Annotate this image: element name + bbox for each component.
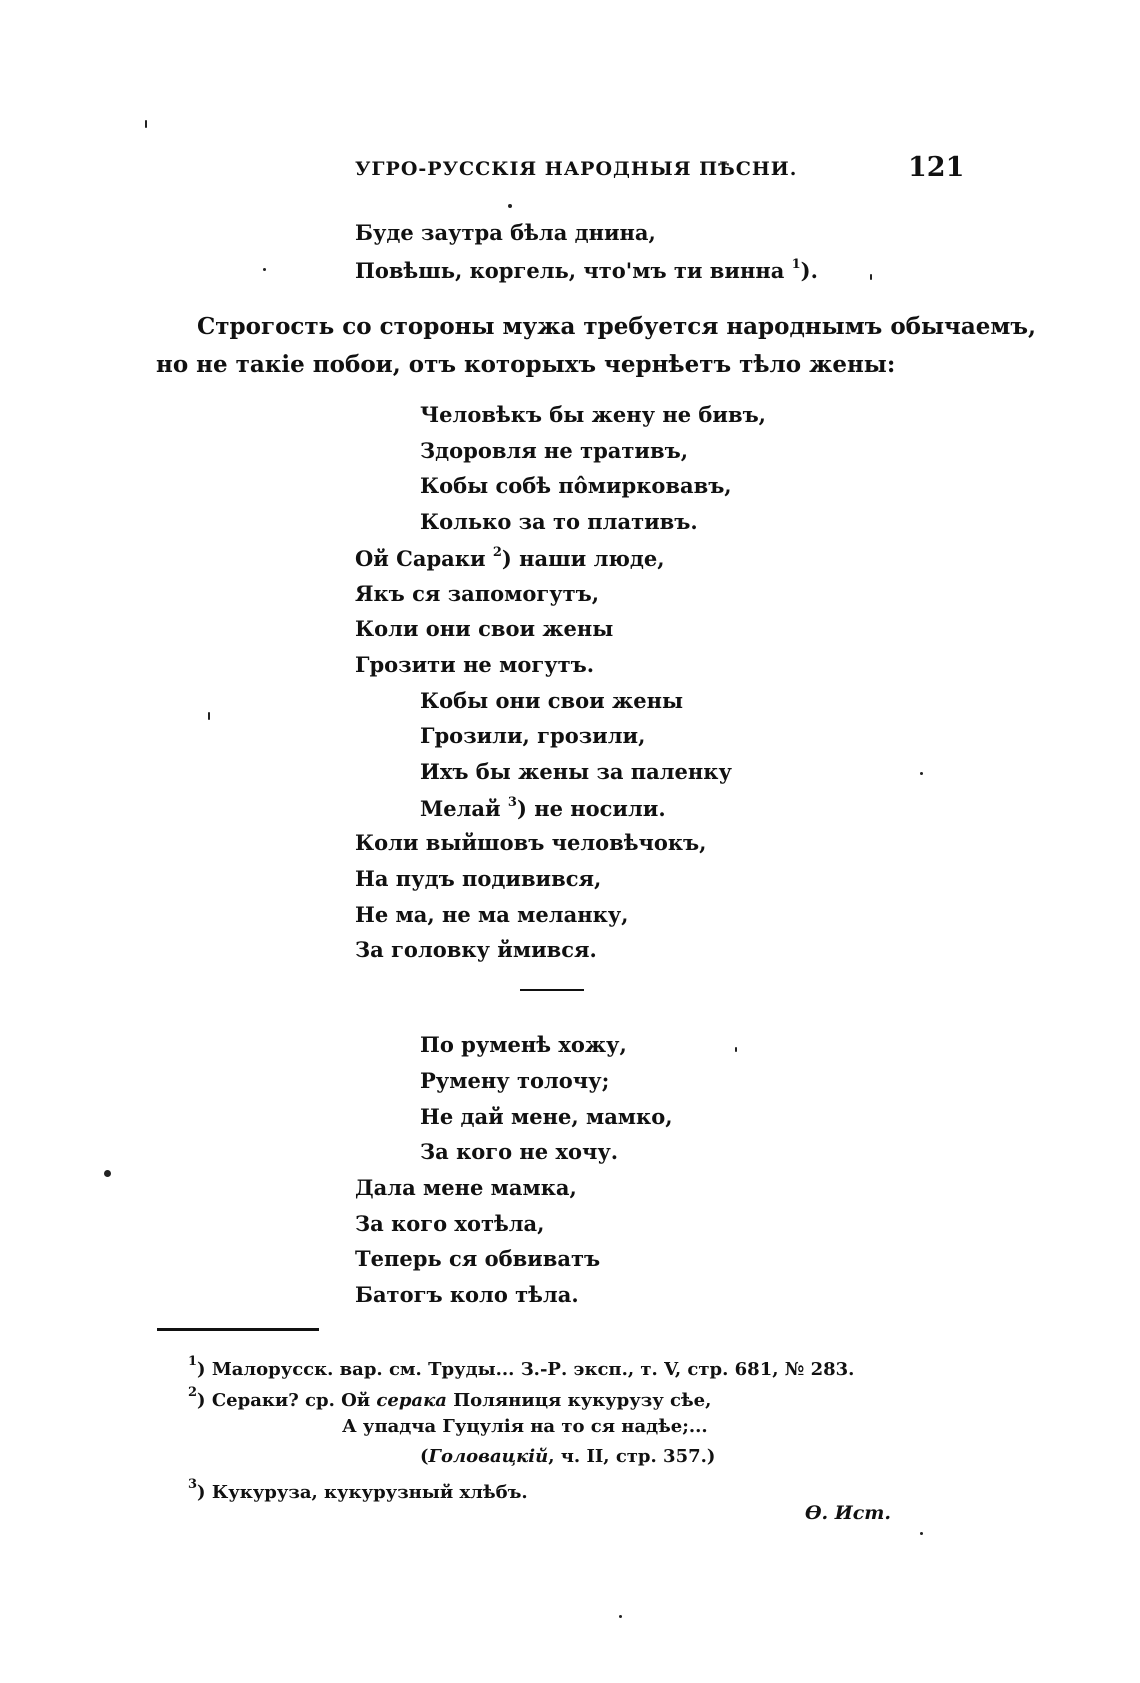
footnote-rule <box>157 1328 319 1331</box>
scan-speck <box>508 204 512 208</box>
footnote-italic: Головацкій <box>428 1446 549 1467</box>
verse-line <box>355 257 818 283</box>
verse-text: ) наши люде, <box>501 546 665 571</box>
verse-line: Кобы собѣ пôмирковавъ, <box>420 473 732 498</box>
footnote-mark: 1 <box>791 257 801 272</box>
prose-line: Строгость со стороны мужа требуется народнымъ обычаемъ, <box>197 313 1037 340</box>
verse-line: Здоровля не тративъ, <box>420 438 689 463</box>
section-separator <box>520 989 584 991</box>
verse-line: Румену толочу; <box>420 1068 610 1093</box>
verse-line: За кого хотѣла, <box>355 1211 545 1236</box>
verse-line: Буде заутра бѣла днина, <box>355 220 656 245</box>
footnote-mark: 2 <box>492 545 502 560</box>
footnote-mark: 3 <box>507 795 517 810</box>
scan-speck <box>920 772 923 775</box>
footnote-mark: 2 <box>188 1385 198 1400</box>
verse-line: Грозили, грозили, <box>420 723 646 748</box>
verse-text: Ой Сараки <box>355 546 493 571</box>
scan-speck <box>104 1170 111 1177</box>
verse-line <box>355 545 665 571</box>
verse-line: Батогъ коло тѣла. <box>355 1282 579 1307</box>
scan-speck <box>870 274 872 280</box>
verse-line: По руменѣ хожу, <box>420 1032 627 1057</box>
verse-line: Человѣкъ бы жену не бивъ, <box>420 402 766 427</box>
verse-line: Якъ ся запомогутъ, <box>355 581 600 606</box>
verse-text: ) не носили. <box>516 796 666 821</box>
verse-line: Дала мене мамка, <box>355 1175 577 1200</box>
verse-line: Ихъ бы жены за паленку <box>420 759 732 784</box>
verse-close: ). <box>800 258 818 283</box>
verse-line: За головку ймився. <box>355 937 597 962</box>
page-number: 121 <box>908 152 965 183</box>
footnote-italic: серака <box>376 1390 447 1411</box>
footnote-2-line-2: А упадча Гуцулія на то ся надѣе;... <box>342 1416 708 1437</box>
prose-line: но не такіе побои, отъ которыхъ чернѣетъ тѣло жены: <box>156 351 896 378</box>
scan-speck <box>145 120 147 128</box>
verse-line: За кого не хочу. <box>420 1139 619 1164</box>
verse-line: Коли выйшовъ человѣчокъ, <box>355 830 707 855</box>
footnote-text: Поляниця кукурузу сѣе, <box>446 1390 712 1411</box>
verse-line: Не дай мене, мамко, <box>420 1104 673 1129</box>
running-header: УГРО-РУССКІЯ НАРОДНЫЯ ПѢСНИ. <box>355 158 798 180</box>
footnote-3 <box>188 1477 528 1503</box>
footnote-text: ) Сераки? ср. Ой <box>197 1390 377 1411</box>
verse-line: Грозити не могутъ. <box>355 652 595 677</box>
scan-speck <box>208 712 210 720</box>
scan-speck <box>619 1615 622 1618</box>
scan-speck <box>735 1047 737 1052</box>
verse-line: Не ма, не ма меланку, <box>355 902 629 927</box>
verse-line <box>420 795 666 821</box>
scan-speck <box>263 268 266 271</box>
footnote-mark: 3 <box>188 1477 198 1492</box>
verse-line: Коли они свои жены <box>355 616 614 641</box>
verse-line: Колько за то плативъ. <box>420 509 698 534</box>
footnote-2-citation <box>420 1446 715 1467</box>
verse-text: Мелай <box>420 796 508 821</box>
footnote-mark: 1 <box>188 1354 198 1369</box>
verse-line: Теперь ся обвиватъ <box>355 1246 601 1271</box>
verse-text: Повѣшь, коргель, что'мъ ти винна <box>355 258 785 283</box>
verse-line: На пудъ подивився, <box>355 866 602 891</box>
footnote-text: ( <box>420 1446 429 1467</box>
footnote-text: ) Кукуруза, кукурузный хлѣбъ. <box>197 1482 528 1503</box>
footnote-1 <box>188 1354 854 1380</box>
signature: Ѳ. Ист. <box>805 1502 892 1524</box>
scan-speck <box>920 1532 923 1535</box>
footnote-2 <box>188 1385 711 1411</box>
footnote-text: , ч. II, стр. 357.) <box>548 1446 716 1467</box>
verse-line: Кобы они свои жены <box>420 688 684 713</box>
footnote-text: ) Малорусск. вар. см. Труды... З.-Р. эксп., т. V, стр. 681, № 283. <box>197 1359 855 1380</box>
